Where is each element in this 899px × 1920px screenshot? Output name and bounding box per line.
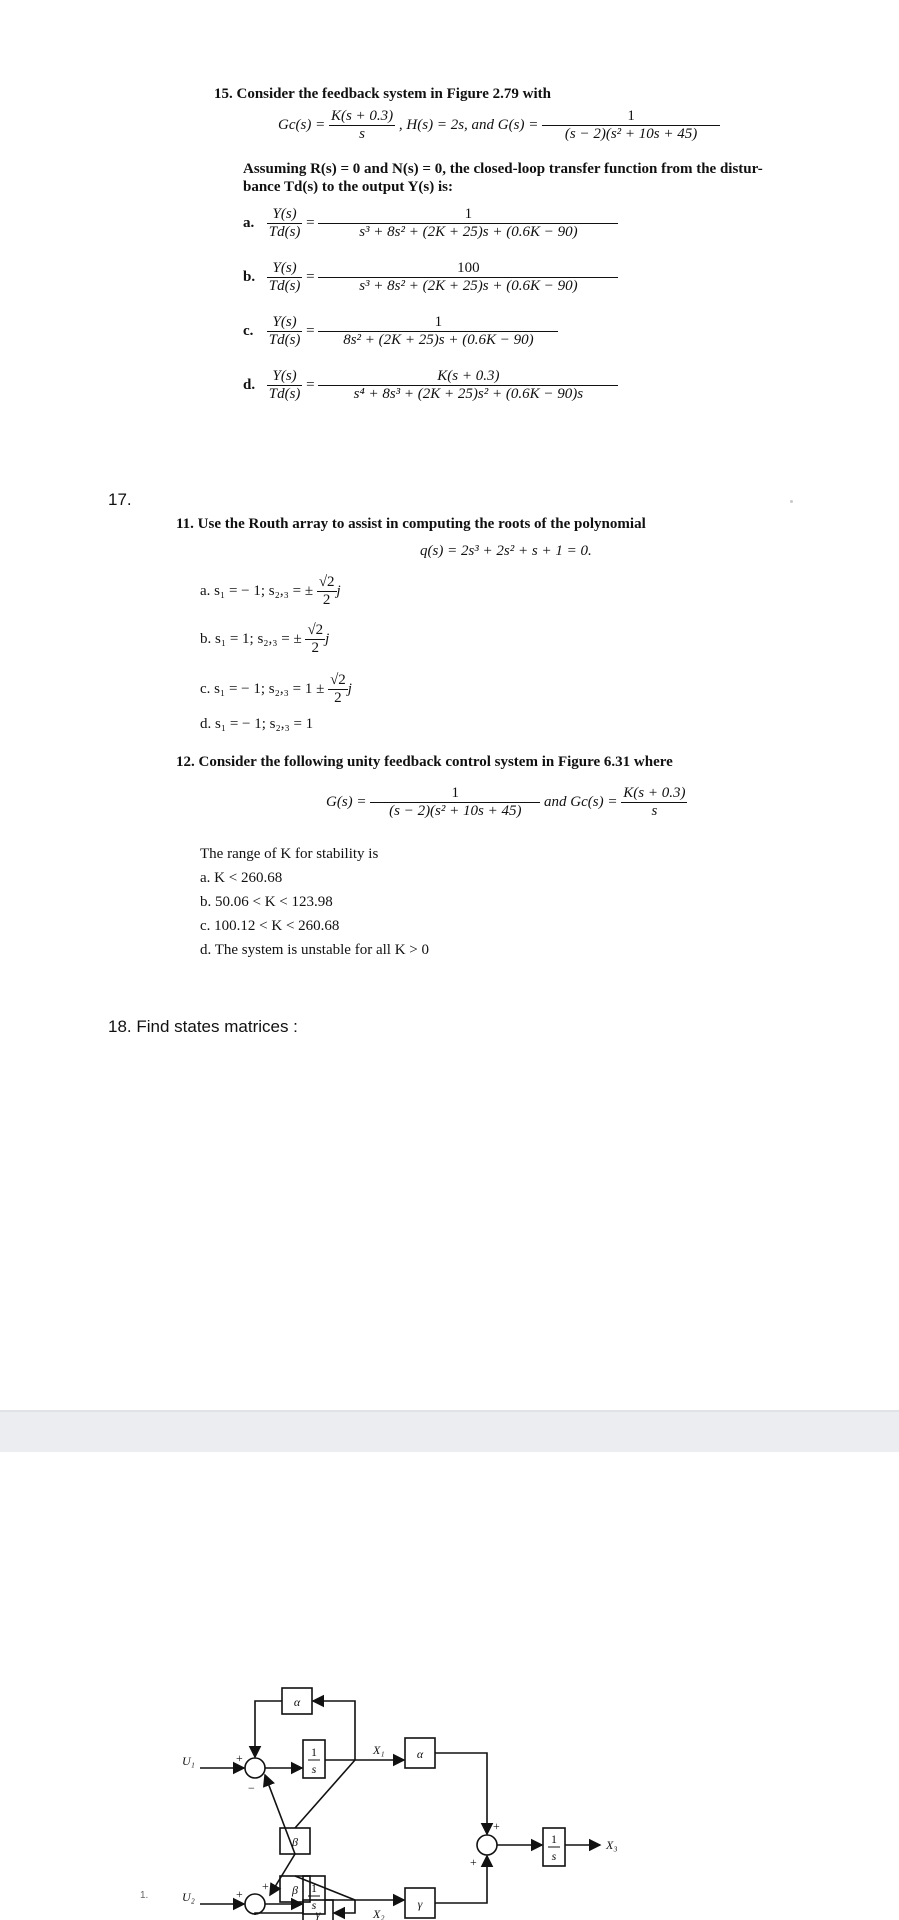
option-b: b. $\frac{Y(s)}{Td(s)}$ = $\frac{100}{\text{s³ + 8s² + (2K + 25)s + (0.6K − 90)}}$ (243, 260, 618, 314)
gamma-bottom-label: γ (315, 1907, 321, 1920)
footer-mark: 1. (140, 1890, 149, 1901)
problem-12-range: The range of K for stability is (200, 846, 379, 862)
summing-junction-3 (477, 1835, 497, 1855)
u2-label: U₂ (182, 1890, 195, 1904)
integrator-3-den: s (551, 1849, 557, 1863)
option-a: a. $\frac{Y(s)}{Td(s)}$ = $\frac{1}{\text{s³ + 8s² + (2K + 25)s + (0.6K − 90)}}$ (243, 206, 618, 260)
option-d: d. $\frac{Y(s)}{Td(s)}$ = $\frac{K(s + 0.3)}{\text{s⁴ + 8s³ + (2K + 25)s² + (0.6K − 90)s}}$ (243, 368, 618, 422)
sum1-minus-sign: − (248, 1781, 255, 1795)
x1-label: X₁ (373, 1743, 385, 1757)
sum3-plus-sign-top: + (493, 1819, 500, 1833)
problem-15-options (243, 206, 618, 422)
gamma-right-label: γ (417, 1897, 423, 1911)
problem-11-option-c: c. s₁ = − 1; s₂,₃ = 1 ± $\frac{√2}{2}$ j (200, 672, 352, 706)
problem-12-option-b: b. 50.06 < K < 123.98 (200, 894, 333, 910)
problem-12-option-a: a. K < 260.68 (200, 870, 283, 886)
dot-mark (790, 500, 793, 503)
problem-12-definitions: G(s) = $\frac{1}{\text{(s − 2)(s² + 10s + 45)}}$ and Gc(s) = $\frac{K(s + 0.3)}{s}$ (326, 785, 686, 819)
sum2-plus-sign: + (236, 1887, 243, 1901)
integrator-2-den: s (311, 1898, 317, 1912)
option-c: c. $\frac{Y(s)}{Td(s)}$ = $\frac{1}{\text{8s² + (2K + 25)s + (0.6K − 90)}}$ (243, 314, 618, 368)
problem-12-intro: 12. Consider the following unity feedback control system in Figure 6.31 where (176, 754, 673, 770)
sum3-plus-sign-bottom: + (470, 1855, 477, 1869)
integrator-1-num: 1 (311, 1745, 317, 1759)
x3-label: X₃ (606, 1838, 618, 1852)
problem-11-polynomial: q(s) = 2s³ + 2s² + s + 1 = 0. (420, 543, 592, 559)
problem-12-option-d: d. The system is unstable for all K > 0 (200, 942, 429, 958)
question-17-label: 17. (108, 490, 132, 509)
gc-lhs: Gc(s) = (278, 116, 326, 133)
summing-junction-1 (245, 1758, 265, 1778)
page-separator-band (0, 1410, 899, 1452)
problem-11-option-b: b. s₁ = 1; s₂,₃ = ± $\frac{√2}{2}$ j (200, 622, 330, 656)
integrator-3-num: 1 (551, 1832, 557, 1846)
problem-15-assumption-1: Assuming R(s) = 0 and N(s) = 0, the closed-loop transfer function from the distur- (243, 161, 763, 177)
g-fraction: $\frac{1}{\text{(s − 2)(s² + 10s + 45)}}$ (542, 108, 720, 143)
x2-label: X₂ (373, 1907, 385, 1920)
question-18-label: 18. Find states matrices : (108, 1017, 298, 1036)
alpha-top-label: α (293, 1695, 301, 1709)
problem-11-intro: 11. Use the Routh array to assist in computing the roots of the polynomial (176, 516, 646, 532)
gc-fraction: $\frac{K(s + 0.3)}{s}$ (330, 108, 394, 142)
beta-1-label: β (292, 1835, 298, 1849)
alpha-right-label: α (416, 1747, 424, 1761)
integrator-1-den: s (311, 1762, 317, 1776)
problem-15-intro: 15. Consider the feedback system in Figure 2.79 with (214, 86, 551, 102)
beta-2-label: β (292, 1883, 298, 1897)
sum1-plus-sign: + (236, 1751, 243, 1765)
problem-12-option-c: c. 100.12 < K < 260.68 (200, 918, 340, 934)
integrator-2-num: 1 (311, 1881, 317, 1895)
problem-15-definitions (278, 108, 720, 143)
problem-15-assumption-2: bance Td(s) to the output Y(s) is: (243, 179, 454, 195)
summing-junction-2 (245, 1894, 265, 1914)
block-diagram (0, 1460, 899, 1920)
problem-11-option-d: d. s₁ = − 1; s₂,₃ = 1 (200, 716, 314, 732)
problem-11-option-a: a. s₁ = − 1; s₂,₃ = ± $\frac{√2}{2}$ j (200, 574, 341, 608)
sum2-plus-sign-2: + (262, 1879, 269, 1893)
h-definition: , H(s) = 2s, and G(s) = (398, 116, 539, 133)
u1-label: U₁ (182, 1754, 195, 1768)
